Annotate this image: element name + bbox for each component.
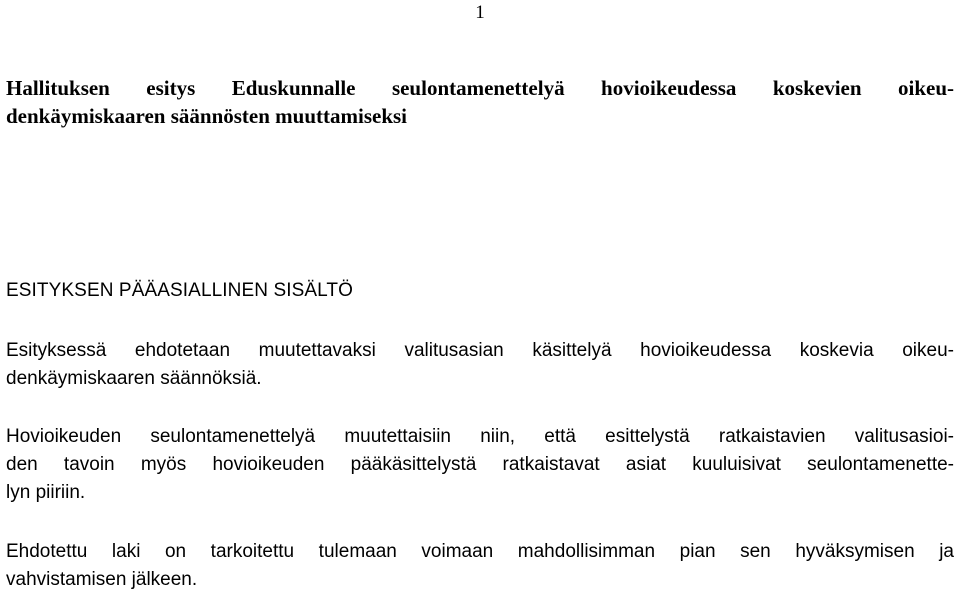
document-title [6,74,954,130]
paragraph-3-line-1: Ehdotettu laki on tarkoitettu tulemaan voimaan mahdollisimman pian sen hyväksymisen ja [6,541,954,562]
paragraph-1 [6,337,954,393]
document-title-line-1: Hallituksen esitys Eduskunnalle seulontamenettelyä hovioikeudessa koskevien oikeu- [6,76,954,100]
paragraph-2-line-1: Hovioikeuden seulontamenettelyä muutettaisiin niin, että esittelystä ratkaistavien valitusasioi- [6,426,954,447]
paragraph-1-line-2: denkäymiskaaren säännöksiä. [6,368,262,389]
paragraph-2 [6,423,954,507]
paragraph-2-line-2: den tavoin myös hovioikeuden pääkäsittelystä ratkaistavat asiat kuuluisivat seulontamenette- [6,454,954,475]
paragraph-1-line-1: Esityksessä ehdotetaan muutettavaksi valitusasian käsittelyä hovioikeudessa koskevia oikeu- [6,340,954,361]
paragraph-3-line-2: vahvistamisen jälkeen. [6,569,198,590]
section-heading: ESITYKSEN PÄÄASIALLINEN SISÄLTÖ [6,280,353,301]
document-title-line-2: denkäymiskaaren säännösten muuttamiseksi [6,104,408,128]
paragraph-3 [6,538,954,594]
page-number: 1 [475,2,485,23]
paragraph-2-line-3: lyn piiriin. [6,482,86,503]
